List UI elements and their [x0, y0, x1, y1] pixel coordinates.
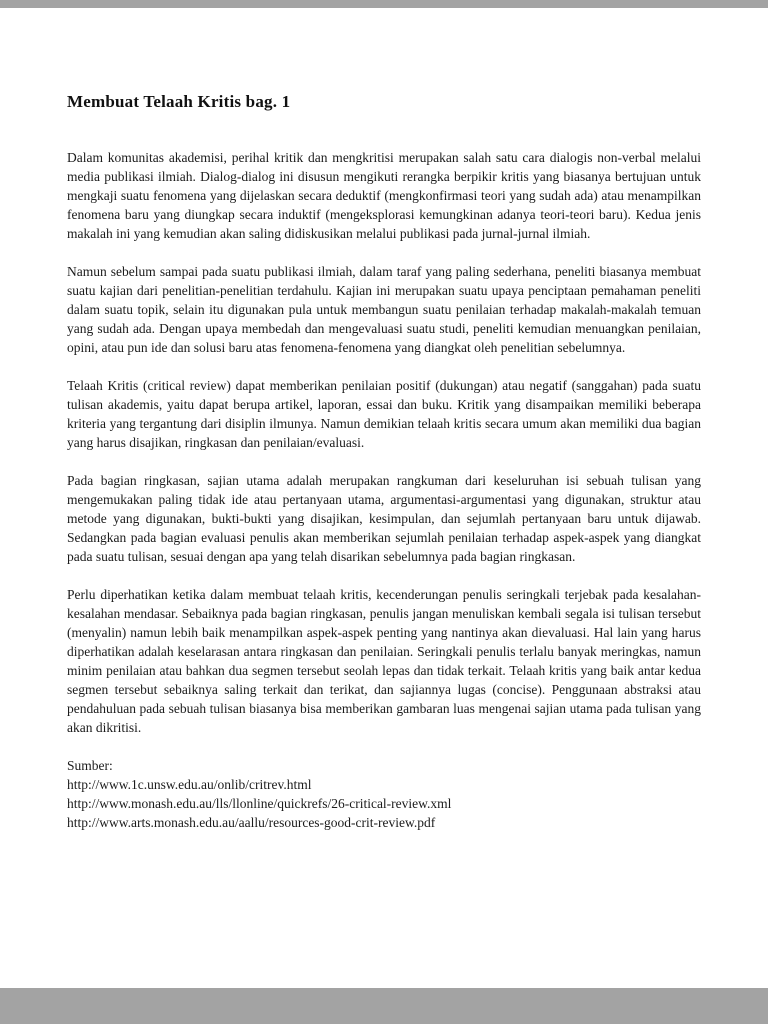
source-url-3: http://www.arts.monash.edu.au/aallu/resources-good-crit-review.pdf [67, 815, 436, 830]
sources-section [67, 756, 701, 832]
paragraph-4: Pada bagian ringkasan, sajian utama adalah merupakan rangkuman dari keseluruhan isi sebuah tulisan yang mengemukakan paling tidak ide atau pertanyaan utama, argumentasi-argumentasi yang digunakan, struktur atau metode yang digunakan, bukti-bukti yang disajikan, kesimpulan, dan sejumlah pertanyaan baru untuk dijawab. Sedangkan pada bagian evaluasi penulis akan memberikan sejumlah penilaian terhadap aspek-aspek yang diangkat pada suatu tulisan, sesuai dengan apa yang telah disarikan sebelumnya pada bagian ringkasan. [67, 473, 701, 564]
sources-label: Sumber: [67, 758, 113, 773]
source-url-2: http://www.monash.edu.au/lls/llonline/quickrefs/26-critical-review.xml [67, 796, 452, 811]
paragraph-1: Dalam komunitas akademisi, perihal kritik dan mengkritisi merupakan salah satu cara dialogis non-verbal melalui media publikasi ilmiah. Dialog-dialog ini disusun mengikuti rerangka berpikir kritis yang biasanya bertujuan untuk mengkaji suatu fenomena yang dijelaskan secara deduktif (mengkonfirmasi teori yang sudah ada) atau menampilkan fenomena baru yang diungkap secara induktif (mengeksplorasi kemungkinan adanya teori-teori baru). Kedua jenis makalah ini yang kemudian akan saling didiskusikan melalui publikasi pada jurnal-jurnal ilmiah. [67, 150, 701, 241]
document-title: Membuat Telaah Kritis bag. 1 [67, 92, 291, 111]
source-url-1: http://www.1c.unsw.edu.au/onlib/critrev.html [67, 777, 312, 792]
document-page [0, 8, 768, 988]
paragraph-3: Telaah Kritis (critical review) dapat memberikan penilaian positif (dukungan) atau negatif (sanggahan) pada suatu tulisan akademis, yaitu dapat berupa artikel, laporan, essai dan buku. Kritik yang disampaikan memiliki beberapa kriteria yang tergantung dari disiplin ilmunya. Namun demikian telaah kritis secara umum akan memiliki dua bagian yang harus disajikan, ringkasan dan penilaian/evaluasi. [67, 378, 701, 450]
paragraph-5: Perlu diperhatikan ketika dalam membuat telaah kritis, kecenderungan penulis seringkali terjebak pada kesalahan-kesalahan mendasar. Sebaiknya pada bagian ringkasan, penulis jangan menuliskan kembali segala isi tulisan tersebut (menyalin) namun lebih baik menampilkan aspek-aspek penting yang nantinya akan dievaluasi. Hal lain yang harus diperhatikan adalah keselarasan antara ringkasan dan penilaian. Seringkali penulis terlalu banyak meringkas, namun minim penilaian atau bahkan dua segmen tersebut seolah lepas dan tidak terkait. Telaah kritis yang baik antar kedua segmen tersebut sebaiknya saling terkait dan terikat, dan sajiannya lugas (concise). Penggunaan abstraksi atau pendahuluan pada sebuah tulisan biasanya bisa memberikan gambaran luas mengenai sajian utama pada tulisan yang akan dikritisi. [67, 587, 701, 735]
paragraph-2: Namun sebelum sampai pada suatu publikasi ilmiah, dalam taraf yang paling sederhana, peneliti biasanya membuat suatu kajian dari penelitian-penelitian terdahulu. Kajian ini merupakan suatu upaya penciptaan pemahaman peneliti dalam suatu topik, selain itu digunakan pula untuk membangun suatu penilaian terhadap makalah-makalah temuan yang sudah ada. Dengan upaya membedah dan mengevaluasi suatu studi, peneliti kemudian menuangkan penilaian, opini, atau pun ide dan solusi baru atas fenomena-fenomena yang diangkat oleh penelitian sebelumnya. [67, 264, 701, 355]
